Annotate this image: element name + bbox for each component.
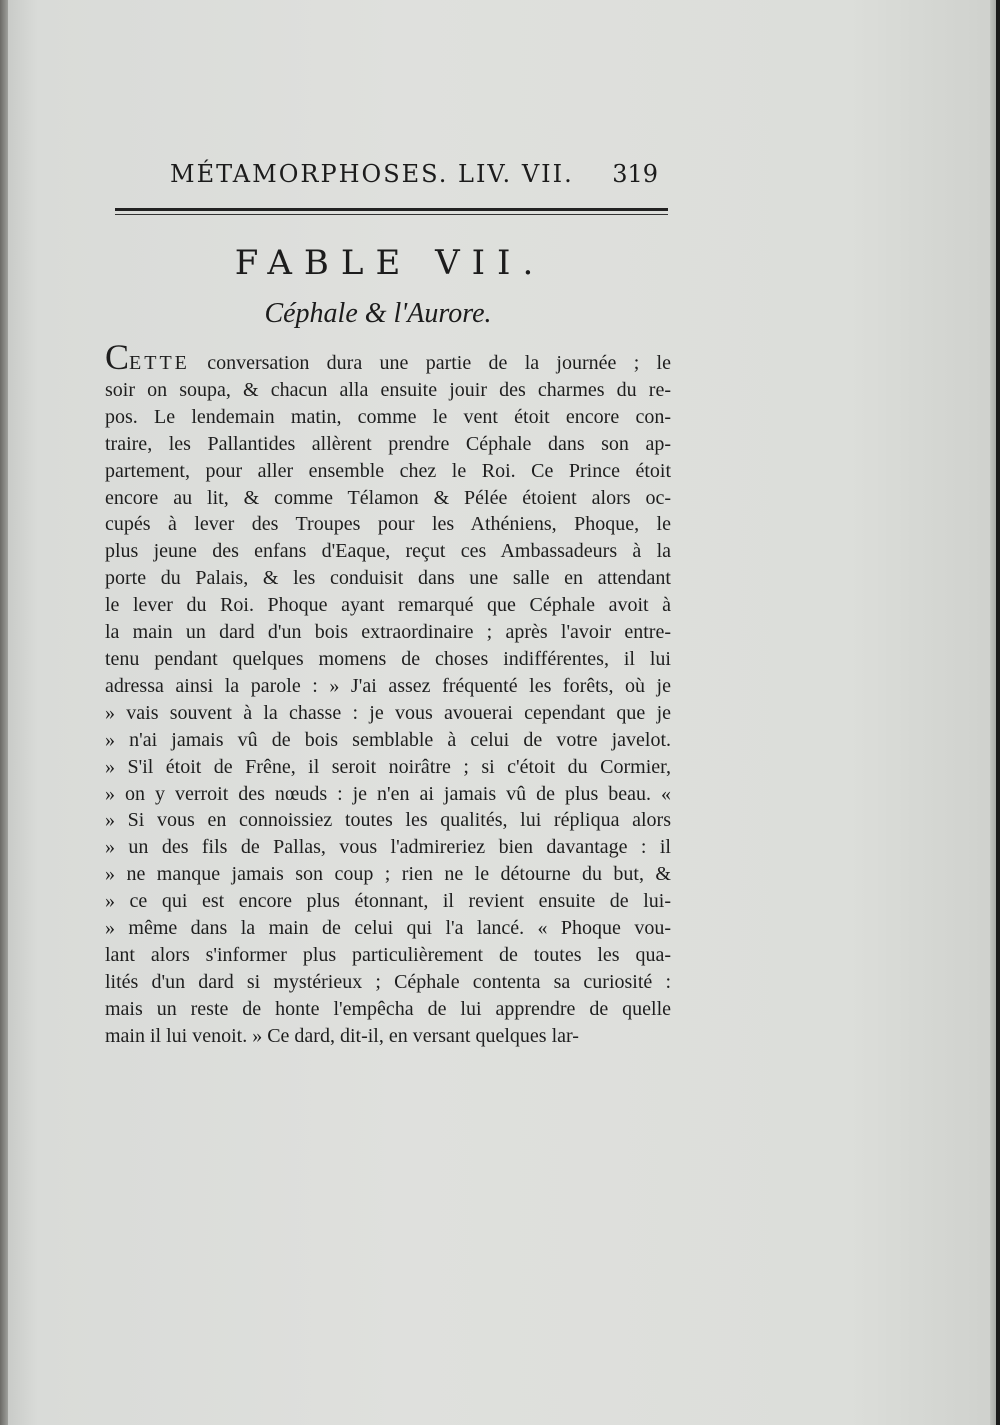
text-line: plus jeune des enfans d'Eaque, reçut ces Ambassadeurs à la: [105, 540, 671, 563]
text-line: la main un dard d'un bois extraordinaire ; après l'avoir entre-: [105, 621, 671, 644]
text-line-first: [105, 337, 671, 377]
fable-title: FABLE VII.: [234, 243, 546, 283]
text-line: mais un reste de honte l'empêcha de lui apprendre de quelle: [105, 997, 671, 1020]
book-gutter: [0, 0, 8, 1425]
text-line: main il lui venoit. » Ce dard, dit-il, en versant quelques lar-: [105, 1024, 579, 1047]
text-line: lités d'un dard si mystérieux ; Céphale contenta sa curiosité :: [105, 970, 671, 993]
text-line: lant alors s'informer plus particulièrement de toutes les qua-: [105, 943, 671, 966]
text-line: » ce qui est encore plus étonnant, il revient ensuite de lui-: [105, 890, 671, 913]
running-title: MÉTAMORPHOSES. LIV. VII.: [170, 160, 574, 188]
text-line: traire, les Pallantides allèrent prendre Céphale dans son ap-: [105, 432, 671, 455]
body-text: [105, 337, 671, 1050]
drop-cap: C: [105, 337, 130, 377]
text-line: partement, pour aller ensemble chez le Roi. Ce Prince étoit: [105, 459, 671, 482]
text-line: » Si vous en connoissiez toutes les qualités, lui répliqua alors: [105, 809, 671, 832]
text-line: cupés à lever des Troupes pour les Athéniens, Phoque, le: [105, 513, 671, 536]
text-line: » ne manque jamais son coup ; rien ne le détourne du but, &: [105, 863, 671, 886]
header-rule: [115, 208, 668, 215]
page-edge: [990, 0, 996, 1425]
text-line: » on y verroit des nœuds : je n'en ai jamais vû de plus beau. «: [105, 782, 671, 805]
running-head: [170, 156, 670, 196]
text-line: soir on soupa, & chacun alla ensuite jouir des charmes du re-: [105, 378, 671, 401]
text-line: conversation dura une partie de la journée ; le: [189, 352, 671, 374]
text-line: » un des fils de Pallas, vous l'admireriez bien davantage : il: [105, 836, 671, 859]
text-line: » vais souvent à la chasse : je vous avouerai cependant que je: [105, 701, 671, 724]
text-line: » S'il étoit de Frêne, il seroit noirâtre ; si c'étoit du Cormier,: [105, 755, 671, 778]
text-line: adressa ainsi la parole : » J'ai assez fréquenté les forêts, où je: [105, 674, 671, 697]
text-line: porte du Palais, & les conduisit dans une salle en attendant: [105, 567, 671, 590]
first-word-rest: ETTE: [129, 352, 190, 374]
page-number: 319: [612, 160, 658, 188]
text-line: tenu pendant quelques momens de choses indifférentes, il lui: [105, 647, 671, 670]
text-line: encore au lit, & comme Télamon & Pélée étoient alors oc-: [105, 486, 671, 509]
text-line: le lever du Roi. Phoque ayant remarqué que Céphale avoit à: [105, 594, 671, 617]
text-line: » n'ai jamais vû de bois semblable à celui de votre javelot.: [105, 728, 671, 751]
fable-subtitle: Céphale & l'Aurore.: [264, 298, 492, 329]
text-line: pos. Le lendemain matin, comme le vent étoit encore con-: [105, 405, 671, 428]
text-line: » même dans la main de celui qui l'a lancé. « Phoque vou-: [105, 917, 671, 940]
